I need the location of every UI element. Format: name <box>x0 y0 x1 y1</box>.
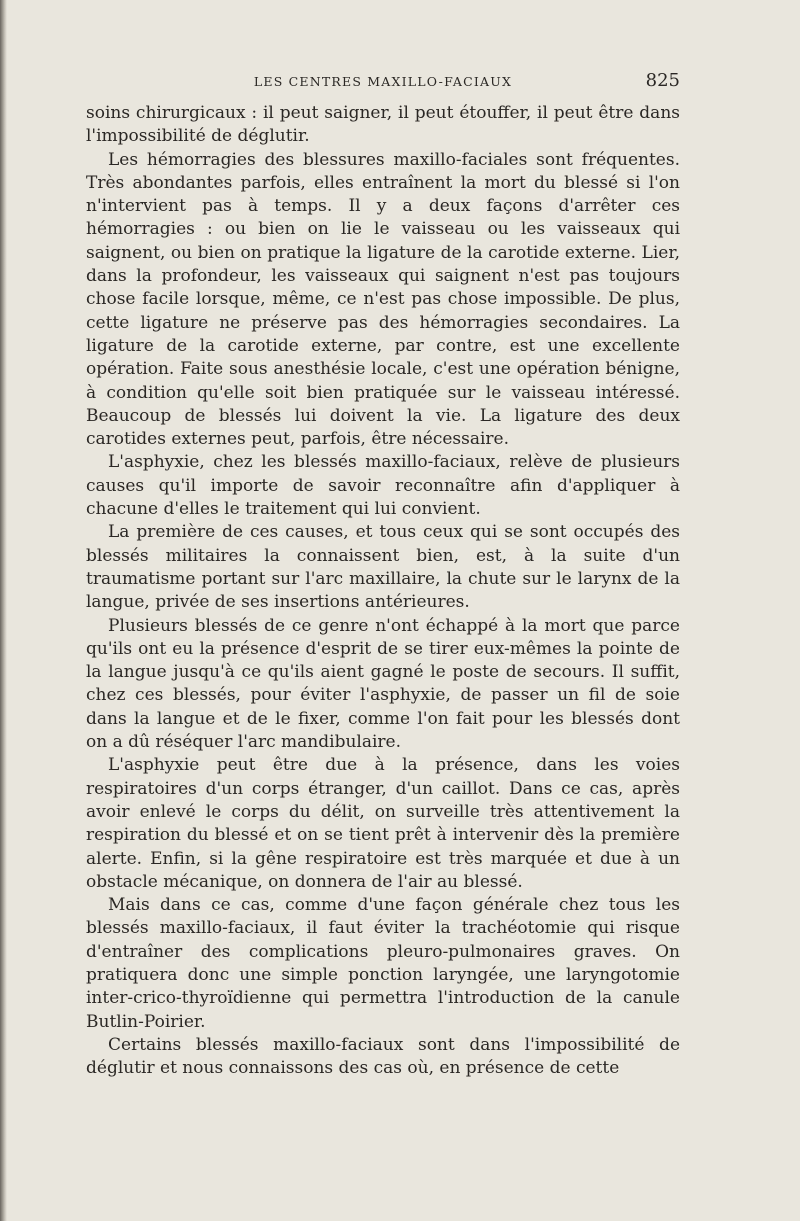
page-binding-edge <box>0 0 7 1221</box>
page-number: 825 <box>645 70 680 91</box>
paragraph-asphyxia-causes: L'asphyxie, chez les blessés maxillo-faciaux, relève de plusieurs causes qu'il importe de savoir reconnaître afin d'appliquer à chacune d'elles le traitement qui lui convient. <box>86 452 680 520</box>
paragraph-hemorrhages: Les hémorragies des blessures maxillo-faciales sont fréquentes. Très abondantes parfois, elles entraînent la mort du blessé si l'on n'intervient pas à temps. Il y a deux façons d'arrêter ces hémorragies : ou bien on lie le vaisseau ou les vaisseaux qui saignent, ou bien on pratique la ligature de la carotide externe. Lier, dans la profondeur, les vaisseaux qui saignent n'est pas toujours chose facile lorsque, même, ce n'est pas chose impossible. De plus, cette ligature ne préserve pas des hémorragies secondaires. La ligature de la carotide externe, par contre, est une excellente opération. Faite sous anesthésie locale, c'est une opération bénigne, à condition qu'elle soit bien pratiquée sur le vaisseau intéressé. Beaucoup de blessés lui doivent la vie. La ligature des deux carotides externes peut, parfois, être nécessaire. <box>86 149 680 450</box>
paragraph-tongue-fixation: Plusieurs blessés de ce genre n'ont échappé à la mort que parce qu'ils ont eu la présence d'esprit de se tirer eux-mêmes la pointe de la langue jusqu'à ce qu'ils aient gagné le poste de secours. Il suffit, chez ces blessés, pour éviter l'asphyxie, de passer un fil de soie dans la langue et de le fixer, comme l'on fait pour les blessés dont on a dû réséquer l'arc mandibulaire. <box>86 615 680 753</box>
paragraph-foreign-body: L'asphyxie peut être due à la présence, dans les voies respiratoires d'un corps étranger, d'un caillot. Dans ce cas, après avoir enlevé le corps du délit, on surveille très attentivement la respiration du blessé et on se tient prêt à intervenir dès la première alerte. Enfin, si la gêne respiratoire est très marquée et due à un obstacle mécanique, on donnera de l'air au blessé. <box>86 755 680 892</box>
running-title: LES CENTRES MAXILLO-FACIAUX <box>253 74 513 89</box>
paragraph-first-cause: La première de ces causes, et tous ceux qui se sont occupés des blessés militaires la connaissent bien, est, à la suite d'un traumatisme portant sur l'arc maxillaire, la chute sur le larynx de la langue, privée de ses insertions antérieures. <box>86 522 680 613</box>
page-header <box>86 70 680 94</box>
paragraph-deglutition: Certains blessés maxillo-faciaux sont dans l'impossibilité de déglutir et nous connaissons des cas où, en présence de cette <box>86 1034 680 1079</box>
paragraph-laryngotomy: Mais dans ce cas, comme d'une façon générale chez tous les blessés maxillo-faciaux, il faut éviter la trachéotomie qui risque d'entraîner des complications pleuro-pulmonaires graves. On pratiquera donc une simple ponction laryngée, une laryngotomie inter-crico-thyroïdienne qui permettra l'introduction de la canule Butlin-Poirier. <box>86 895 680 1032</box>
body-text <box>86 102 680 1080</box>
paragraph-continuation: soins chirurgicaux : il peut saigner, il peut étouffer, il peut être dans l'impossibilité de déglutir. <box>86 103 680 147</box>
